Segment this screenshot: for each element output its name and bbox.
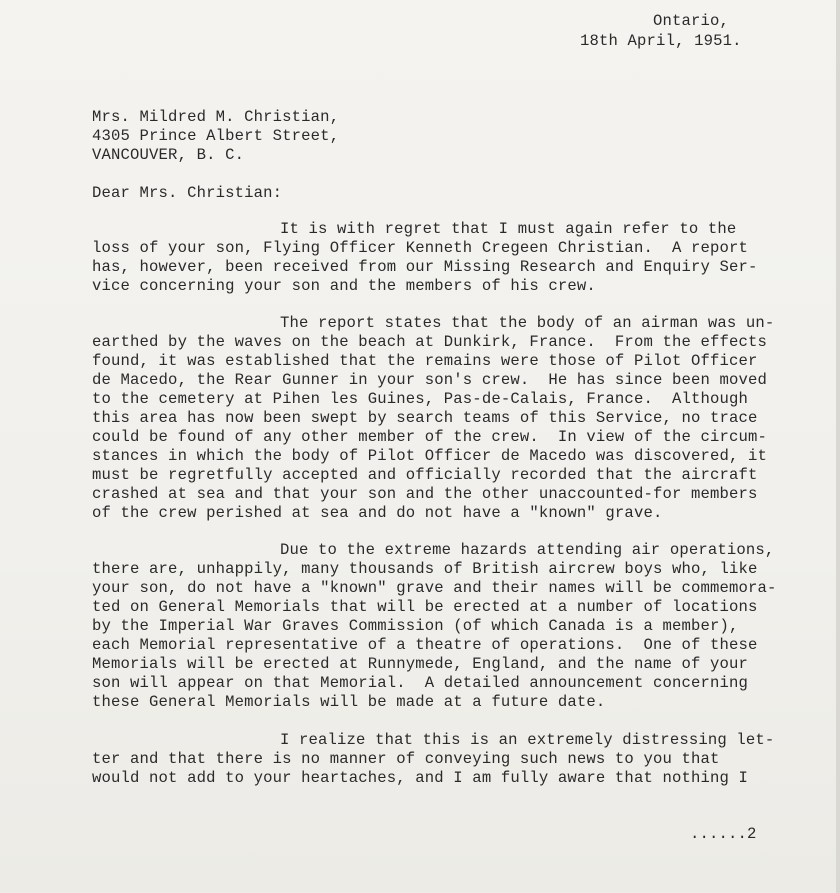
header-date: 18th April, 1951. (580, 32, 742, 50)
paragraph-line: must be regretfully accepted and officially recorded that the aircraft (92, 466, 758, 484)
paragraph-line: by the Imperial War Graves Commission (of which Canada is a member), (92, 617, 739, 635)
paragraph-line: your son, do not have a "known" grave and their names will be commemora- (92, 579, 777, 597)
paragraph-line: Due to the extreme hazards attending air operations, (280, 541, 775, 559)
address-line-street: 4305 Prince Albert Street, (92, 127, 340, 145)
paragraph-line: earthed by the waves on the beach at Dunkirk, France. From the effects (92, 333, 768, 351)
page-edge-shadow (836, 0, 840, 893)
paragraph-line: found, it was established that the remains were those of Pilot Officer (92, 352, 758, 370)
paragraph-line: could be found of any other member of the crew. In view of the circum- (92, 428, 768, 446)
paragraph-line: Memorials will be erected at Runnymede, England, and the name of your (92, 655, 749, 673)
paragraph-line: would not add to your heartaches, and I am fully aware that nothing I (92, 769, 749, 787)
paragraph-line: son will appear on that Memorial. A detailed announcement concerning (92, 674, 749, 692)
paragraph-line: this area has now been swept by search teams of this Service, no trace (92, 409, 758, 427)
paragraph-line: ter and that there is no manner of conveying such news to you that (92, 750, 720, 768)
salutation: Dear Mrs. Christian: (92, 184, 283, 202)
paragraph-line: has, however, been received from our Missing Research and Enquiry Ser- (92, 258, 758, 276)
paragraph-line: ted on General Memorials that will be erected at a number of locations (92, 598, 758, 616)
paragraph-line: each Memorial representative of a theatre of operations. One of these (92, 636, 758, 654)
paragraph-line: crashed at sea and that your son and the other unaccounted-for members (92, 485, 758, 503)
paragraph-line: of the crew perished at sea and do not have a "known" grave. (92, 504, 663, 522)
paragraph-line: loss of your son, Flying Officer Kenneth Cregeen Christian. A report (92, 239, 749, 257)
paragraph-line: there are, unhappily, many thousands of British aircrew boys who, like (92, 560, 758, 578)
paragraph-line: I realize that this is an extremely distressing let- (280, 731, 775, 749)
paragraph-line: vice concerning your son and the members of his crew. (92, 277, 596, 295)
address-line-city: VANCOUVER, B. C. (92, 146, 245, 164)
page-continuation: ......2 (690, 825, 757, 843)
paragraph-line: The report states that the body of an airman was un- (280, 314, 775, 332)
header-place: Ontario, (653, 12, 730, 30)
paragraph-line: It is with regret that I must again refer to the (280, 220, 737, 238)
paragraph-line: de Macedo, the Rear Gunner in your son's crew. He has since been moved (92, 371, 768, 389)
paragraph-line: these General Memorials will be made at a future date. (92, 693, 606, 711)
address-line-name: Mrs. Mildred M. Christian, (92, 108, 340, 126)
paragraph-line: stances in which the body of Pilot Officer de Macedo was discovered, it (92, 447, 768, 465)
paragraph-line: to the cemetery at Pihen les Guines, Pas-de-Calais, France. Although (92, 390, 749, 408)
